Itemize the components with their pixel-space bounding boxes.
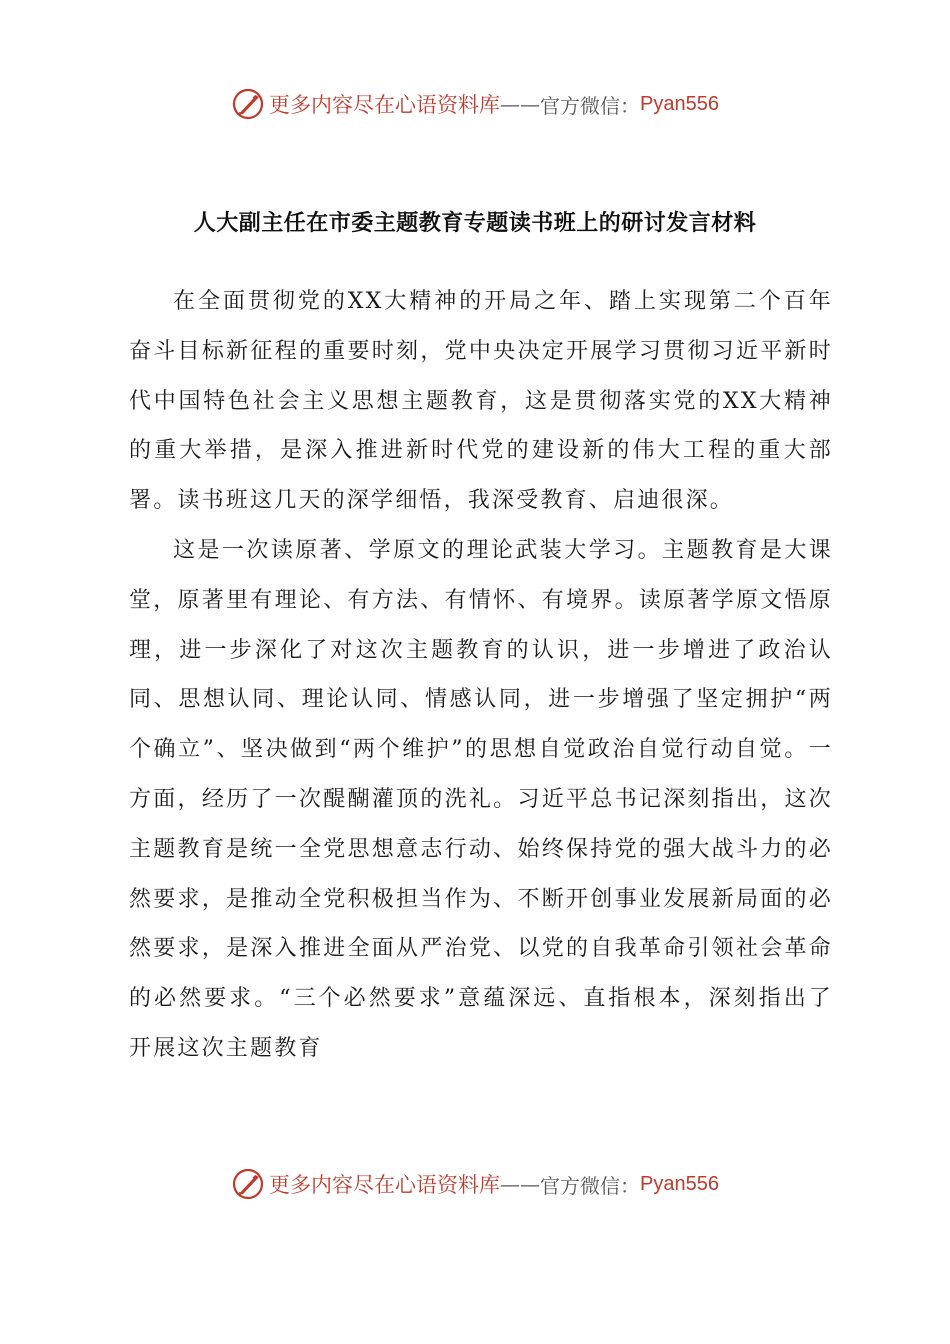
banner-left-text: 更多内容尽在心语资料库 (269, 93, 501, 117)
paragraph-1: 在全面贯彻党的XX大精神的开局之年、踏上实现第二个百年奋斗目标新征程的重要时刻，党中央决定开展学习贯彻习近平新时代中国特色社会主义思想主题教育，这是贯彻落实党的XX大精神的重大举措，是深入推进新时代党的建设新的伟大工程的重大部署。读书班这几天的深学细悟，我深受教育、启迪很深。 (129, 289, 833, 514)
paragraph-2: 这是一次读原著、学原文的理论武装大学习。主题教育是大课堂，原著里有理论、有方法、有情怀、有境界。读原著学原文悟原理，进一步深化了对这次主题教育的认识，进一步增进了政治认同、思想认同、理论认同、情感认同，进一步增强了坚定拥护“两个确立”、坚决做到“两个维护”的思想自觉政治自觉行动自觉。一方面，经历了一次醍醐灌顶的洗礼。习近平总书记深刻指出，这次主题教育是统一全党思想意志行动、始终保持党的强大战斗力的必然要求，是推动全党积极担当作为、不断开创事业发展新局面的必然要求，是深入推进全面从严治党、以党的自我革命引领社会革命的必然要求。“三个必然要求”意蕴深远、直指根本，深刻指出了开展这次主题教育 (129, 537, 833, 1061)
quill-pen-icon (231, 87, 265, 121)
footer-watermark-banner (0, 1164, 950, 1204)
header-watermark-banner (0, 84, 950, 124)
banner-mid-text: 官方微信： (540, 93, 641, 118)
document-title: 人大副主任在市委主题教育专题读书班上的研讨发言材料 (193, 211, 757, 236)
banner-wechat-id: Pyan556 (640, 1172, 719, 1195)
document-body (129, 277, 833, 1074)
banner-left-text: 更多内容尽在心语资料库 (269, 1173, 501, 1197)
banner-wechat-id: Pyan556 (640, 92, 719, 115)
banner-mid-text: 官方微信： (540, 1173, 641, 1198)
banner-dash: —— (500, 1172, 541, 1196)
quill-pen-icon (231, 1167, 265, 1201)
banner-dash: —— (500, 92, 541, 116)
